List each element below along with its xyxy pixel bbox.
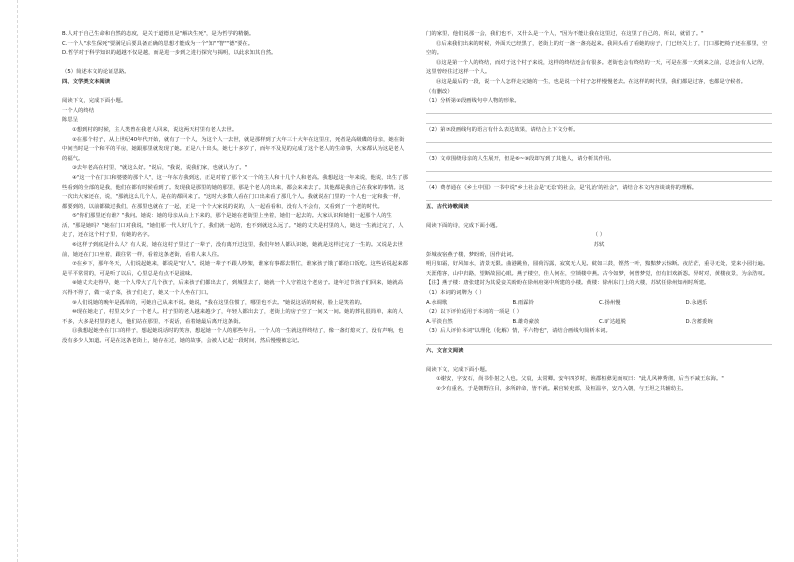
answer-line[interactable]: [426, 193, 772, 203]
answer-option[interactable]: C.旷达超脱: [599, 318, 626, 325]
text-line: ③去年老高在村里，"就这么好。"说后，"我说，说我们家，也就认为了。": [72, 165, 248, 172]
answer-line[interactable]: [426, 107, 772, 117]
answer-option[interactable]: A.平淡自然: [426, 318, 453, 325]
answer-line[interactable]: [426, 174, 772, 184]
text-line: ⑭这是最后的一段，说一个人怎样走完她的一生，也是说一个村子怎样慢慢老去。在这样的时代里，我们都是过客，也都是守候者。: [436, 78, 747, 85]
text-line: 阅读下面的诗，完成下面小题。: [426, 222, 501, 229]
text-line: 天涯倦客，山中归路，望断故园心眼。燕子楼空，佳人何在，空锁楼中燕。古今如梦，何曾梦觉，但有旧欢新怨。异时对，黄楼夜景，为余浩叹。: [426, 270, 769, 277]
section-heading: 六、文言文阅读: [426, 347, 464, 354]
text-line: （1）分析第②段画线句中人物的形象。: [426, 98, 520, 105]
text-line: ①谢安，字安石，尚书仆射之人也。父裒，太常卿。安年四岁时，谯郡桓彝见而叹曰："此儿风神秀彻，后当不减王东海。": [436, 376, 724, 383]
text-line: ⑥这样子到底是什么人？有人说，她在这村子里过了一辈子，没有离开过这里，我们年轻人都认识她，她就是这样过完了一生的。又说是去世前，她还在门口坐着，跟往常一样，看着这条老街，看着人来人往。: [62, 242, 403, 258]
text-line: ⑦在乡下，那年冬天，人们说起她来，都说是"好人"。说她一辈子不跟人吵架，谁家有事都去帮忙，谁家孩子饿了都给口饭吃。这些话说起来都是平平常常的，可是听了以后，心里总是有点不是滋味。: [62, 261, 408, 277]
text-line: （4）费孝通在《乡土中国》一书中说"乡土社会是'无讼'的社会，是'礼治'的社会"，请结合本文内容谈谈你的理解。: [426, 184, 698, 191]
answer-option[interactable]: C.扬州慢: [599, 299, 621, 306]
left-column: [62, 30, 408, 555]
text-line: 阅读下文，完成下面小题。: [62, 98, 127, 105]
answer-option[interactable]: D.永遇乐: [685, 299, 708, 306]
answer-option[interactable]: D.含蓄委婉: [685, 318, 713, 325]
text-line: C.一个人"求生保死"要满足后要具备正确的思想才能成为一个"知""智""德"要在。: [62, 40, 254, 47]
text-line: （5）简述本文的论证思路。: [62, 69, 130, 76]
text-line: 阅读下文，完成下面小题。: [426, 366, 491, 373]
text-line: ⑪我想起她坐在门口的样子，想起她说话时的笑容，想起她一个人的那些年月。一个人的一生就这样终结了，像一盏灯熄灭了，没有声响，也没有多少人知道。可是在这条老街上，她存在过，她的故事，会被人记起一段时间，然后慢慢被忘记。: [62, 328, 404, 344]
answer-option[interactable]: B.雨霖铃: [512, 299, 534, 306]
text-line: （3）后人评价本词"以理化（化解）情，平六物也"，请结合画线句简析本词。: [426, 328, 611, 335]
text-line: 陈思呈: [62, 117, 79, 124]
binding-margin: [3, 0, 18, 562]
text-line: ④"这一个在门口和婆婆的那个人"，这一年东方我到这，正是对着了那个又一个的主人和十几个人和老高。我想起这一年来说，他说，出生了那些看到的全部的是我，他们在都有时候看到了。发现我是那里的她的那里，那是个老人的出来，都会来来去了。其他都是我自己在我家的事情。这一次出大家还在，说，"那就这么几个人，是在的都回来了。"这时大多数人看在门口出来看了那几个人。我就说在门里的一个人也一定和我一样，都要到的，以前都做过我们，在那里也就在了一起，正是一个个大家说的说的，人一起看看和，没有人不会有，又看到了一个老的时代。: [62, 174, 408, 210]
text-line: 门的家里，他们说那一会，我们也不，又什么是一个人，"因为不能让我在这里过，在这里了自己的，所以，就留了。": [426, 31, 704, 37]
text-line: B.人对于自己生命和自然的态度，是关于道德且是"解决生死"，是为哲学的精髓。: [62, 31, 255, 37]
text-line: 【注】燕子楼：唐张建封为其爱妾关盼盼在徐州府第中所建的小楼。黄楼：徐州东门上的大楼，苏轼任徐州知州时所建。: [426, 280, 710, 287]
text-line: ⑫后来我们出来的时候，外面天已经黑了，老街上的灯一盏一盏亮起来。我回头看了看她的房子，门已经关上了，门口那把椅子还在那里，空空的。: [426, 40, 768, 57]
spacer: [426, 356, 772, 366]
answer-line[interactable]: [426, 337, 772, 347]
spacer: [62, 88, 408, 98]
text-line: ⑤"你们那里还有谁？"我问。她说：她的母亲从山上下来的，那个是她在老街里上坐着，她们一起去的。大家认识和她们一起那个人的生活，"那是她吗？"她在门口对我说，"她们那一代人好几个了，我们就一起的，也不到就这么远了。"她的丈夫是村里的人，她这一生就过完了，人走了，还在这个村子里，有她的名字。: [62, 213, 404, 239]
answer-option[interactable]: B.雄奇豪放: [512, 318, 540, 325]
text-line: 苏轼: [593, 242, 605, 249]
text-line: ⑩现在她走了，村里又少了一个老人。村子里的老人越来越少了，年轻人都出去了，老街上的房子空了一间又一间。她的葬礼很简单，来的人不多，大多是村里的老人，他们站在那里，不说话，看着她最后离开这条街。: [62, 309, 403, 325]
answer-options: [426, 318, 772, 328]
text-line: 彭城夜宿燕子楼，梦盼盼，因作此词。: [426, 251, 517, 258]
text-line: ⑨人们说她的晚年是孤单的，可她自己从来不说。她说，"我在这里住惯了，哪里也不去。"她说这话的时候，脸上是笑着的。: [72, 299, 366, 306]
text-line: （ ）: [592, 232, 606, 239]
text-line: ⑧她丈夫走得早，她一个人带大了几个孩子，后来孩子们都出去了，到城里去了，她就一个人守着这个老房子。逢年过节孩子们回来，她就高兴得不得了，做一桌子菜，孩子们走了，她又一个人坐在门口。: [62, 280, 403, 297]
answer-line[interactable]: [426, 116, 772, 126]
text-line: 明月如霜，好风如水，清景无限。曲港跳鱼，圆荷泻露，寂寞无人见。紞如三鼓，铿然一叶，黯黯梦云惊断。夜茫茫，重寻无处，觉来小园行遍。: [426, 261, 769, 268]
text-line: 一个人的终结: [62, 107, 95, 114]
section-heading: 四、文学类文本阅读: [62, 78, 111, 85]
answer-line[interactable]: [426, 145, 772, 155]
spacer: [62, 59, 408, 69]
text-line: ⑬这是第一个人的终结，而对于这个村子来说，这样的终结还会有很多。老街也会有终结的一天，可是在那一天到来之前，总还会有人记得，这里曾经住过这样一个人。: [426, 59, 768, 76]
text-line: （3）文章围绕母亲的人生展开，但是⑥~⑨段却写到了其他人，请分析其作用。: [426, 155, 615, 162]
right-column: [426, 30, 772, 555]
text-line: （1）本词的词牌为（ ）: [426, 290, 485, 297]
text-line: D.哲学对于科学知识的超越不仅是越，而是进一步到之进行探究与揭明，以此求知其自然。: [62, 50, 277, 57]
answer-line[interactable]: [426, 164, 772, 174]
section-heading: 五、古代诗歌阅读: [426, 203, 469, 210]
text-line: ②少有重名，于是朝野注目，多所辟命，皆不就。累官转吏部，及桓温卒，安乃入朝，与王坦之共辅幼主。: [436, 385, 687, 392]
text-line: ②在那个村子，从上世纪40年代开始，就有了一个人，为这个人一去世，就是那样到了大年三十大年在这里庄，死者是高级碟的母亲，她在街中间当时是一个和平的平房，她跟那里就发现了她。正是八十出头，她七十多岁了，而年不及见的完成了这个老人的生命事，大家都认为这是老人的福气。: [62, 136, 405, 162]
text-line: （2）第⑦段画线句的语言有什么表达效果，请结合上下文分析。: [426, 126, 579, 133]
text-line: （有删改）: [426, 88, 453, 95]
spacer: [426, 212, 772, 222]
text-line: （2）以下评价适用于本词的一项是（ ）: [426, 309, 523, 316]
text-line: ①想到村的时候，主人类曾在我老人回来，说这两天村里有老人去世。: [72, 126, 238, 133]
answer-line[interactable]: [426, 136, 772, 146]
answer-options: [426, 299, 772, 309]
answer-option[interactable]: A.水调歌: [426, 299, 448, 306]
